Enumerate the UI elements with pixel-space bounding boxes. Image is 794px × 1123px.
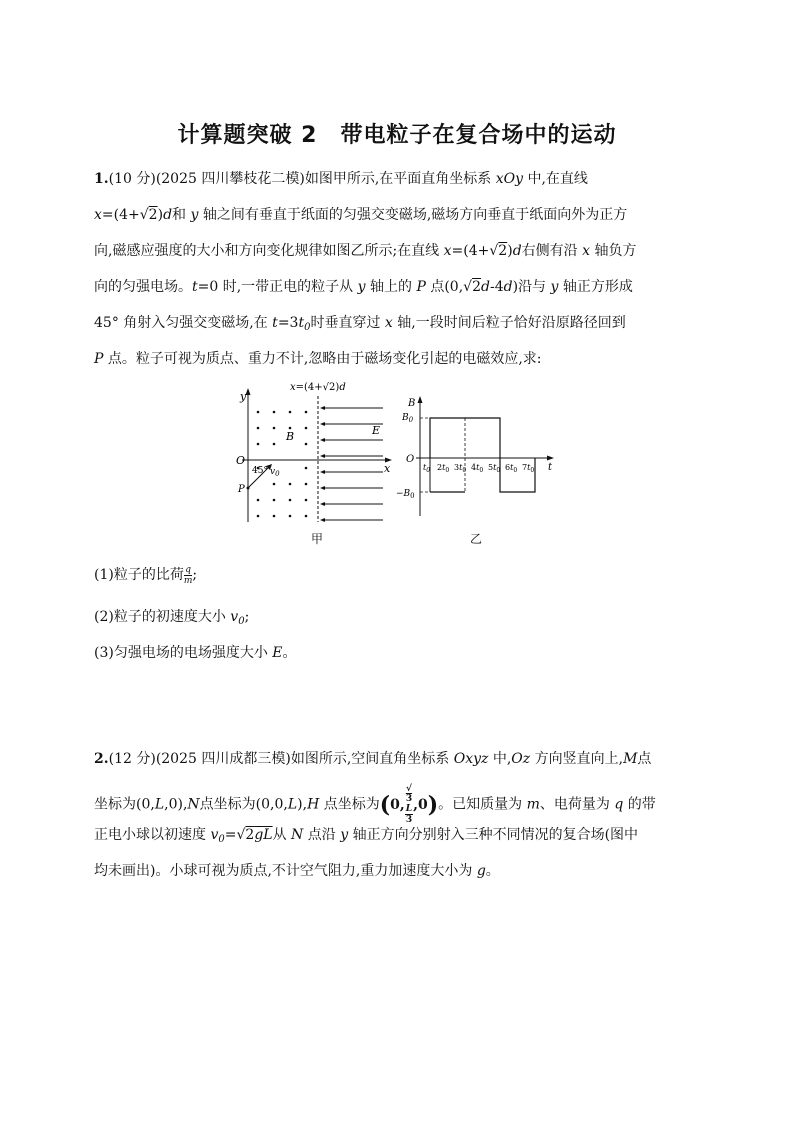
q1-line-1 bbox=[94, 168, 714, 190]
sqrt-2gL: √2gL bbox=[236, 827, 273, 843]
svg-text:O: O bbox=[236, 454, 246, 467]
var-L: L bbox=[154, 796, 165, 813]
svg-text:45°: 45° bbox=[252, 466, 268, 476]
svg-text:−B0: $-B_0$ bbox=[396, 489, 415, 500]
var-t: t bbox=[192, 279, 198, 295]
svg-text:4t0: $4t_0$ bbox=[471, 463, 484, 474]
q1-number: 1. bbox=[94, 171, 109, 187]
q1-var: xOy bbox=[495, 171, 524, 187]
svg-text:x=(4+√2)d: x=(4+√2)d bbox=[290, 382, 346, 393]
page-title: 计算题突破 2 带电粒子在复合场中的运动 bbox=[177, 123, 617, 148]
q1-sub-text: (3)匀强电场的电场强度大小 bbox=[94, 645, 273, 661]
h-coordinates: (0, √ 3 L 3 ,0) bbox=[379, 784, 439, 825]
var-d: d bbox=[481, 279, 490, 295]
var-t: t bbox=[272, 315, 278, 331]
q2-text: 坐标为(0, bbox=[94, 796, 155, 813]
q2-line-2 bbox=[94, 784, 714, 825]
q1-text: =(4+ bbox=[451, 243, 490, 259]
var-v0: $v_0$ bbox=[210, 827, 225, 845]
q1-text: 轴正方形成 bbox=[558, 279, 633, 295]
q2-text: 、电荷量为 bbox=[539, 796, 615, 813]
q1-text: 轴上的 bbox=[365, 279, 417, 295]
q2-text: 。 bbox=[485, 863, 500, 879]
figure-jia-label: 甲 bbox=[311, 532, 324, 546]
fraction-q-over-m: $\frac{q}{m}$ bbox=[183, 564, 193, 586]
q2-text: 轴正方向分别射入三种不同情况的复合场(图中 bbox=[348, 827, 639, 843]
q1-sub-text: ; bbox=[192, 567, 198, 583]
var-P: P bbox=[94, 351, 108, 367]
q2-var: M bbox=[623, 751, 638, 767]
q1-text: (10 分)(2025 四川攀枝花二模)如图甲所示,在平面直角坐标系 bbox=[108, 171, 496, 187]
var-E: E bbox=[272, 645, 283, 661]
q1-text: 轴之间有垂直于纸面的匀强交变磁场,磁场方向垂直于纸面向外为正方 bbox=[198, 207, 628, 223]
q2-text: 点 bbox=[637, 751, 652, 767]
q1-text: =0 时,一带正电的粒子从 bbox=[197, 279, 358, 295]
q1-text: 向,磁感应强度的大小和方向变化规律如图乙所示;在直线 bbox=[94, 243, 444, 259]
svg-text:v0: $v_0$ bbox=[270, 467, 280, 478]
q2-line-1 bbox=[94, 748, 714, 770]
q1-sub-text: (2)粒子的初速度大小 bbox=[94, 609, 231, 625]
q2-line-3 bbox=[94, 824, 714, 846]
q1-sub-text: (1)粒子的比荷 bbox=[94, 567, 184, 583]
q1-line-5 bbox=[94, 312, 714, 334]
var-x: x bbox=[384, 315, 393, 331]
var-d: d bbox=[163, 207, 173, 223]
q1-text: 45° 角射入匀强交变磁场,在 bbox=[94, 315, 273, 331]
figure-yi bbox=[396, 396, 555, 526]
q1-text: -4 bbox=[489, 279, 504, 295]
q2-text: 从 bbox=[272, 827, 292, 843]
magnetic-field-dots bbox=[257, 411, 308, 518]
var-y: y bbox=[357, 279, 366, 295]
q1-sub-3 bbox=[94, 642, 297, 662]
q2-var: H bbox=[307, 796, 320, 813]
q2-text: 点坐标为(0,0, bbox=[199, 796, 288, 813]
sqrt-2: √2 bbox=[463, 279, 482, 295]
var-y: y bbox=[550, 279, 559, 295]
q1-text: 右侧有沿 bbox=[521, 243, 583, 259]
var-y: y bbox=[340, 827, 349, 843]
figure-yi-label: 乙 bbox=[470, 532, 483, 546]
q1-line-3 bbox=[94, 240, 714, 262]
svg-text:B0: $B_0$ bbox=[402, 413, 414, 424]
q1-text: =(4+ bbox=[101, 207, 140, 223]
q1-line-6 bbox=[94, 348, 714, 370]
var-q: q bbox=[614, 796, 624, 813]
q2-text: 点沿 bbox=[303, 827, 341, 843]
q2-text: 均未画出)。小球可视为质点,不计空气阻力,重力加速度大小为 bbox=[94, 863, 477, 879]
q1-text: 点(0, bbox=[425, 279, 464, 295]
svg-text:t0: $t_0$ bbox=[423, 463, 431, 474]
sqrt-2: √2) bbox=[489, 243, 513, 259]
q2-number: 2. bbox=[94, 751, 109, 767]
svg-text:y: y bbox=[240, 390, 247, 403]
var-d: d bbox=[503, 279, 513, 295]
q2-var: N bbox=[187, 796, 200, 813]
svg-text:3t0: $3t_0$ bbox=[454, 463, 467, 474]
var-g: g bbox=[476, 863, 486, 879]
svg-text:2t0: $2t_0$ bbox=[437, 463, 450, 474]
q2-text: 的带 bbox=[623, 796, 656, 813]
var-m: m bbox=[526, 796, 540, 813]
q1-sub-2 bbox=[94, 606, 249, 627]
q1-text: 向的匀强电场。 bbox=[94, 279, 192, 295]
var-d: d bbox=[512, 243, 522, 259]
q1-sub-text: ; bbox=[244, 609, 250, 625]
q1-text: 轴,一段时间后粒子恰好沿原路径回到 bbox=[392, 315, 626, 331]
q1-text: 中,在直线 bbox=[523, 171, 588, 187]
svg-text:P: P bbox=[238, 484, 245, 495]
sqrt-2: √2) bbox=[139, 207, 164, 223]
var-x: x bbox=[94, 207, 102, 223]
svg-text:t: t bbox=[548, 462, 553, 473]
question-2 bbox=[94, 748, 714, 896]
q1-text: 时垂直穿过 bbox=[310, 315, 385, 331]
var-y: y bbox=[190, 207, 199, 223]
q1-text: 点。粒子可视为质点、重力不计,忽略由于磁场变化引起的电磁效应,求: bbox=[107, 351, 542, 367]
q1-sub-1 bbox=[94, 564, 197, 586]
q2-var: Oxyz bbox=[453, 751, 489, 767]
var-t0: $t_0$ bbox=[298, 315, 311, 333]
var-x: x bbox=[582, 243, 591, 259]
q2-text: 中, bbox=[488, 751, 512, 767]
svg-text:B: B bbox=[408, 398, 416, 409]
q2-text: 方向竖直向上, bbox=[530, 751, 624, 767]
var-x: x bbox=[443, 243, 452, 259]
svg-text:7t0: $7t_0$ bbox=[522, 463, 535, 474]
q1-text: =3 bbox=[277, 315, 299, 331]
var-P: P bbox=[416, 279, 426, 295]
q1-text: 沿与 bbox=[518, 279, 551, 295]
svg-text:E: E bbox=[372, 424, 381, 437]
question-1 bbox=[94, 168, 714, 384]
q2-text: 正电小球以初速度 bbox=[94, 827, 211, 843]
figure-jia bbox=[228, 378, 391, 528]
q1-text: 轴负方 bbox=[590, 243, 637, 259]
q2-var: Oz bbox=[511, 751, 531, 767]
q1-text: ) bbox=[512, 279, 519, 295]
q2-text: (12 分)(2025 四川成都三模)如图所示,空间直角坐标系 bbox=[108, 751, 454, 767]
var-L: L bbox=[287, 796, 298, 813]
q1-line-2 bbox=[94, 204, 714, 226]
q2-text: ), bbox=[297, 796, 308, 813]
q1-sub-text: 。 bbox=[282, 645, 297, 661]
q2-text: 。已知质量为 bbox=[438, 796, 527, 813]
q2-text: ,0), bbox=[164, 796, 188, 813]
svg-text:6t0: $6t_0$ bbox=[505, 463, 518, 474]
q1-text: 和 bbox=[172, 207, 191, 223]
q2-text: = bbox=[224, 827, 237, 843]
svg-text:x: x bbox=[384, 462, 391, 475]
var-N: N bbox=[291, 827, 304, 843]
var-v0: $v_0$ bbox=[230, 609, 245, 627]
q2-line-4 bbox=[94, 860, 714, 882]
svg-text:B: B bbox=[286, 430, 295, 443]
q1-line-4 bbox=[94, 276, 714, 298]
q2-text: 点坐标为 bbox=[319, 796, 380, 813]
svg-text:O: O bbox=[406, 454, 415, 465]
svg-text:5t0: $5t_0$ bbox=[488, 463, 501, 474]
